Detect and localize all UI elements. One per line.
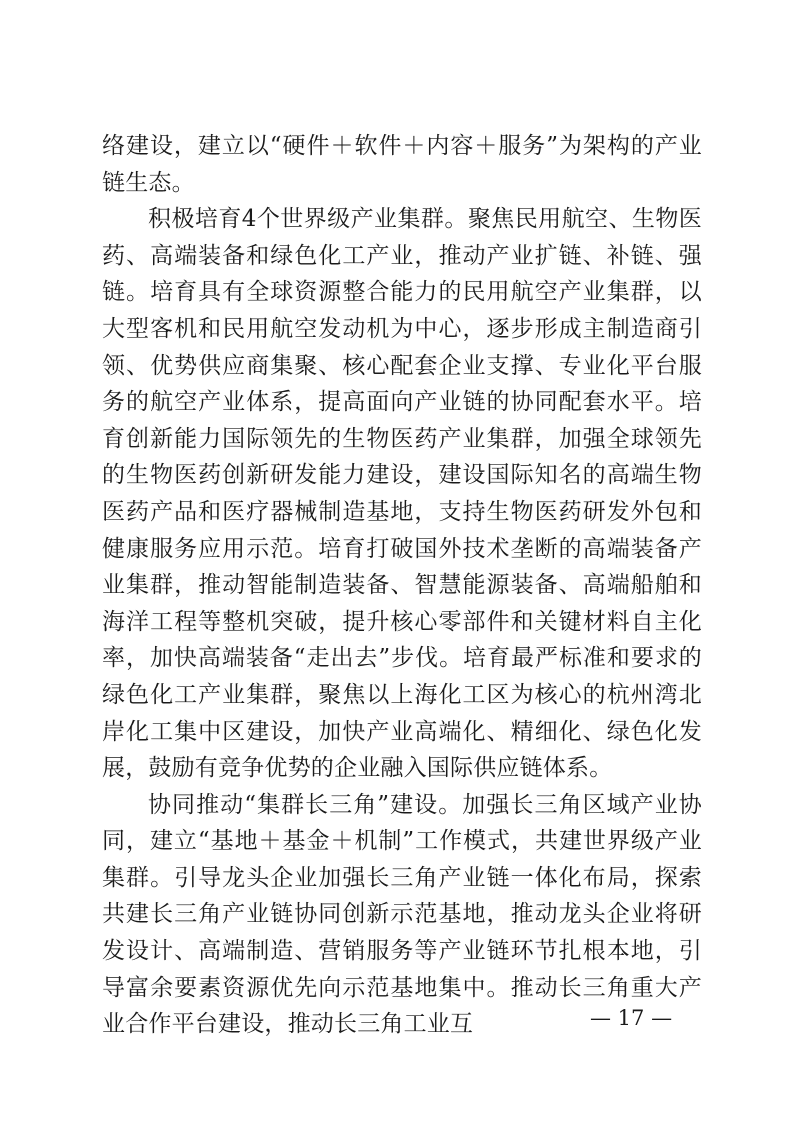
paragraph-1: 络建设，建立以“硬件＋软件＋内容＋服务”为架构的产业链生态。 xyxy=(102,133,702,196)
page-number: — 17 — xyxy=(590,1006,673,1030)
body-text xyxy=(102,128,702,1043)
paragraph-3: 协同推动“集群长三角”建设。加强长三角区域产业协同，建立“基地＋基金＋机制”工作模式，共建世界级产业集群。引导龙头企业加强长三角产业链一体化布局，探索共建长三角产业链协同创新示范基地，推动龙头企业将研发设计、高端制造、营销服务等产业链环节扎根本地，引导富余要素资源优先向示范基地集中。推动长三角重大产业合作平台建设，推动长三角工业互 xyxy=(102,791,702,1038)
paragraph-2: 积极培育4个世界级产业集群。聚焦民用航空、生物医药、高端装备和绿色化工产业，推动产业扩链、补链、强链。培育具有全球资源整合能力的民用航空产业集群，以大型客机和民用航空发动机为中心，逐步形成主制造商引领、优势供应商集聚、核心配套企业支撑、专业化平台服务的航空产业体系，提高面向产业链的协同配套水平。培育创新能力国际领先的生物医药产业集群，加强全球领先的生物医药创新研发能力建设，建设国际知名的高端生物医药产品和医疗器械制造基地，支持生物医药研发外包和健康服务应用示范。培育打破国外技术垄断的高端装备产业集群，推动智能制造装备、智慧能源装备、高端船舶和海洋工程等整机突破，提升核心零部件和关键材料自主化率，加快高端装备“走出去”步伐。培育最严标准和要求的绿色化工产业集群，聚焦以上海化工区为核心的杭州湾北岸化工集中区建设，加快产业高端化、精细化、绿色化发展，鼓励有竞争优势的企业融入国际供应链体系。 xyxy=(102,206,702,782)
